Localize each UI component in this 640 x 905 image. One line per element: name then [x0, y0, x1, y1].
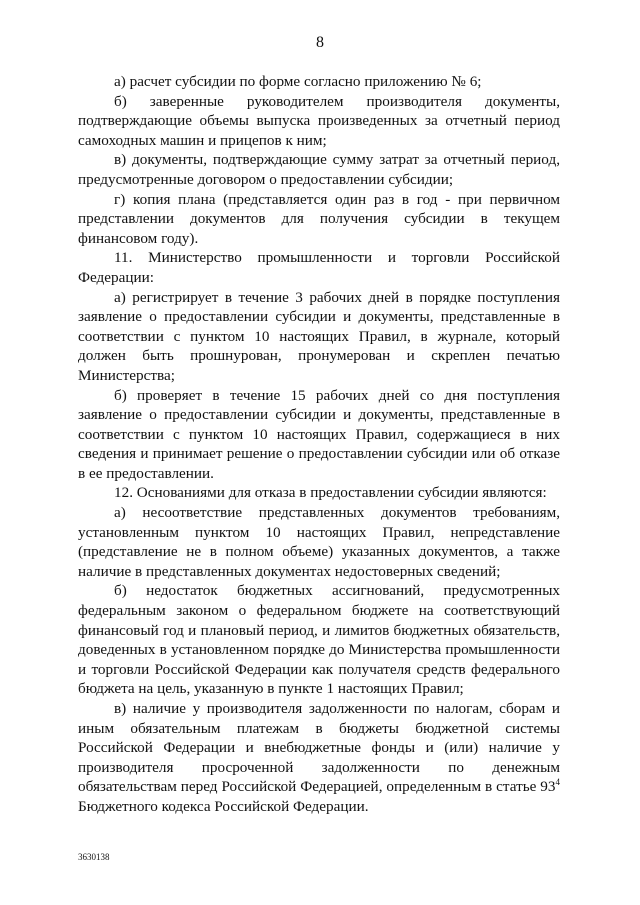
document-code: 3630138 [78, 852, 110, 862]
paragraph-12a: а) несоответствие представленных документов требованиям, установленным пунктом 10 настоящих Правил, непредставление (представление не в полном объеме) указанных документов, а также наличие в представленных документах недостоверных сведений; [78, 504, 560, 580]
document-body [78, 72, 560, 817]
paragraph-11: 11. Министерство промышленности и торговли Российской Федерации: [78, 249, 560, 286]
article-superscript: 4 [555, 777, 560, 788]
page-number: 8 [316, 34, 324, 51]
paragraph-10a: а) расчет субсидии по форме согласно приложению № 6; [114, 73, 482, 90]
paragraph-10g: г) копия плана (представляется один раз в год - при первичном представлении документов для получения субсидии в текущем финансовом году). [78, 190, 560, 247]
paragraph-10v: в) документы, подтверждающие сумму затрат за отчетный период, предусмотренные договором о предоставлении субсидии; [78, 151, 560, 188]
paragraph-12: 12. Основаниями для отказа в предоставлении субсидии являются: [114, 484, 547, 502]
paragraph-12v-text-end: Бюджетного кодекса Российской Федерации. [78, 797, 369, 815]
paragraph-11b: б) проверяет в течение 15 рабочих дней со дня поступления заявление о предоставлении субсидии и документы, представленные в соответствии с пунктом 10 настоящих Правил, содержащиеся в них сведения и принимает решение о предоставлении субсидии или об отказе в ее предоставлении. [78, 386, 560, 482]
paragraph-10b: б) заверенные руководителем производителя документы, подтверждающие объемы выпуска произведенных за отчетный период самоходных машин и прицепов к ним; [78, 92, 560, 149]
paragraph-12v-text-start: в) наличие у производителя задолженности по налогам, сборам и иным обязательным платежам в бюджеты бюджетной системы Российской Федерации и внебюджетные фонды и (или) наличие у производителя просроченной задолженности по денежным обязательствам перед Российской Федерацией, определенным в статье 93 [78, 700, 560, 796]
paragraph-12v [78, 699, 560, 817]
paragraph-12b: б) недостаток бюджетных ассигнований, предусмотренных федеральным законом о федеральном бюджете на соответствующий финансовый год и плановый период, и лимитов бюджетных обязательств, доведенных в установленном порядке до Министерства промышленности и торговли Российской Федерации как получателя средств федерального бюджета на цель, указанную в пункте 1 настоящих Правил; [78, 582, 560, 698]
paragraph-11a: а) регистрирует в течение 3 рабочих дней в порядке поступления заявление о предоставлении субсидии и документы, представленные в соответствии с пунктом 10 настоящих Правил, в журнале, который должен быть прошнурован, пронумерован и скреплен печатью Министерства; [78, 288, 560, 384]
